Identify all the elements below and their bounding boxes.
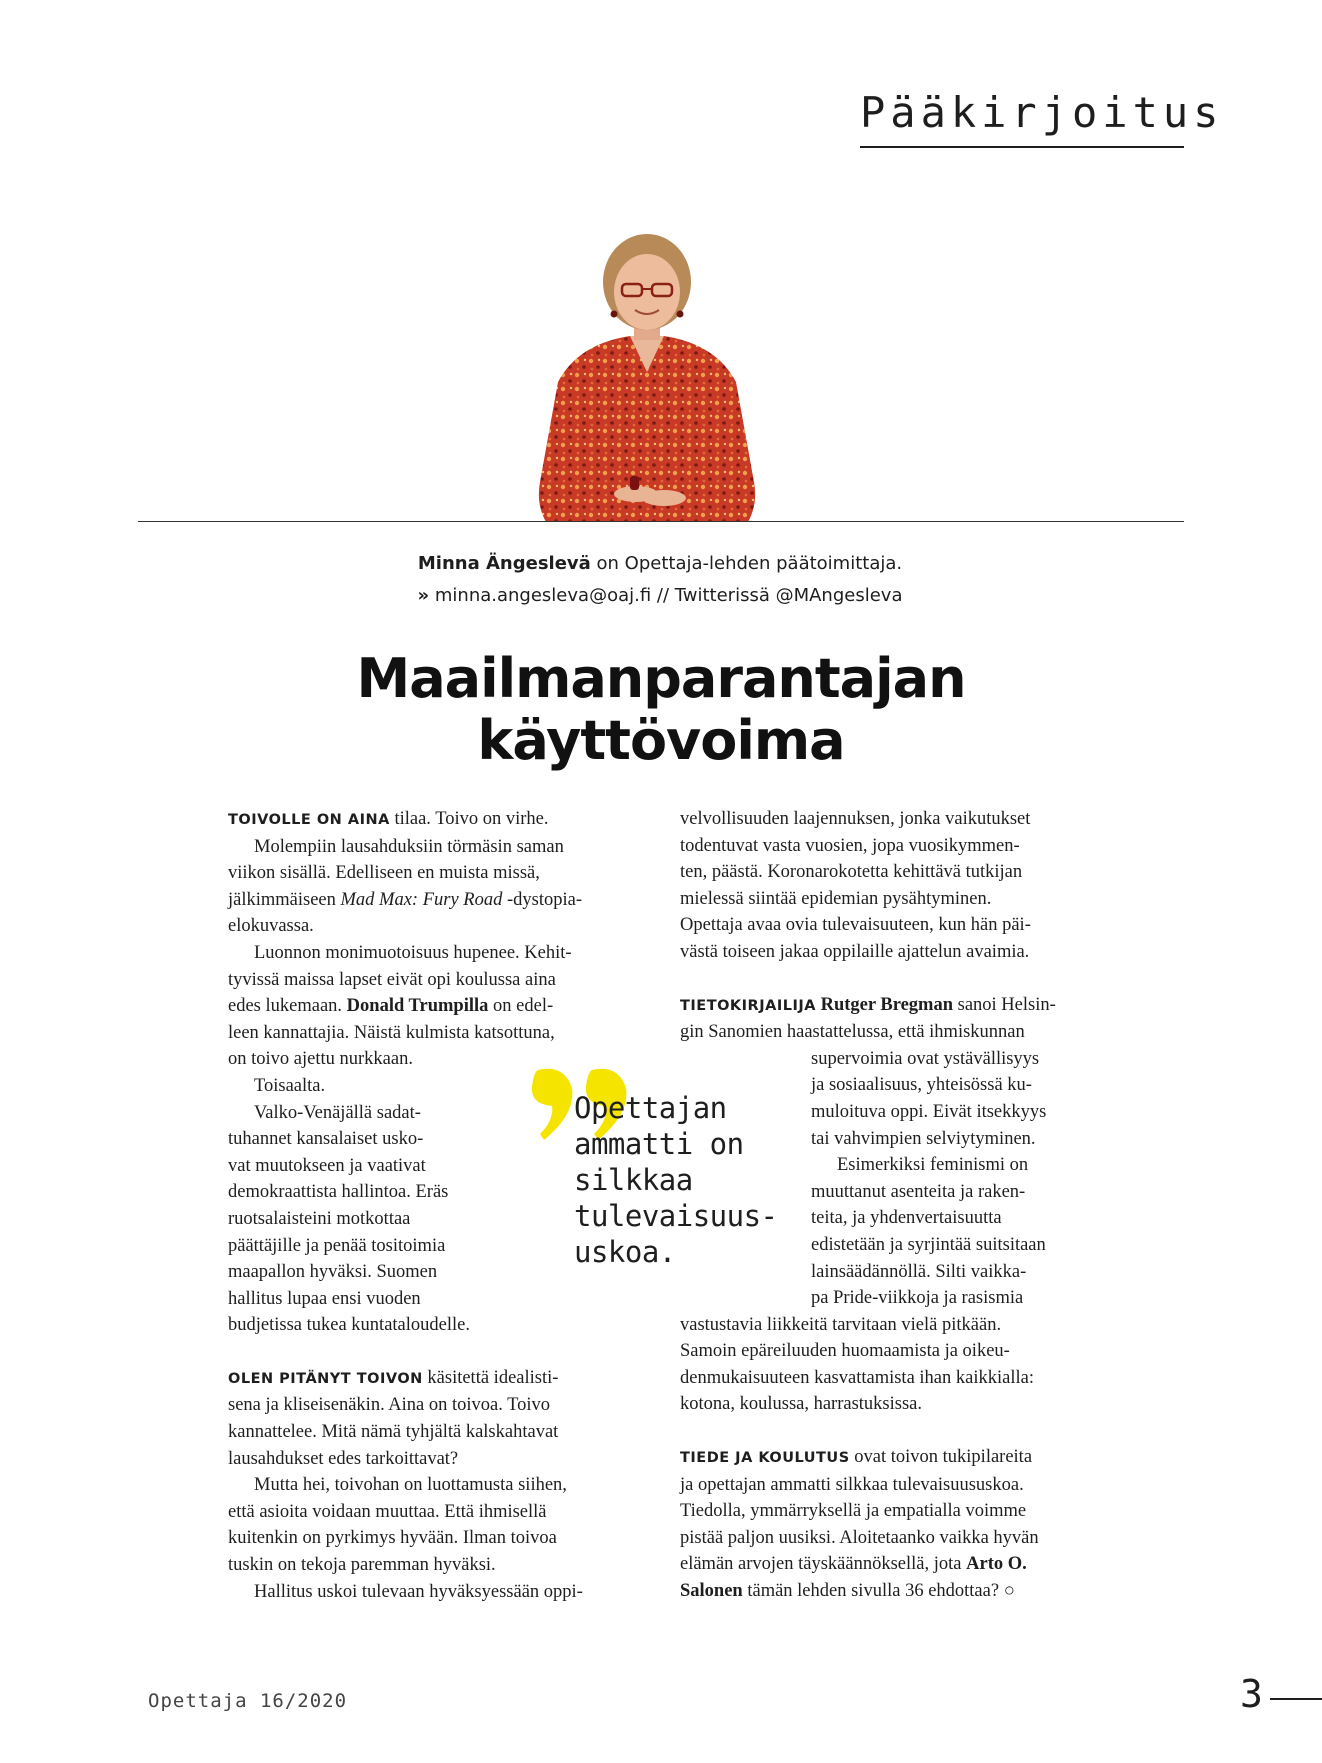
section-underline [860, 146, 1184, 148]
text-line: ruotsalaisteini motkottaa [228, 1208, 411, 1229]
text-line: maapallon hyväksi. Suomen [228, 1262, 438, 1283]
paragraph-lead: TIETOKIRJAILIJA [680, 997, 816, 1014]
text-line: Esimerkiksi feminismi on [837, 1155, 1029, 1176]
headline [200, 648, 1122, 772]
text-line: on toivo ajettu nurkkaan. [228, 1049, 413, 1070]
person-name: Arto O. [966, 1554, 1027, 1575]
text-line: sena ja kliseisenäkin. Aina on toivoa. Toivo [228, 1395, 551, 1416]
text-line: denmukaisuuteen kasvattamista ihan kaikkialla: [680, 1367, 1034, 1388]
text-line: Luonnon monimuotoisuus hupenee. Kehit- [254, 942, 572, 963]
text: edes lukemaan. [228, 996, 347, 1017]
paragraph [228, 1472, 638, 1578]
text-line: elokuvassa. [228, 916, 314, 937]
person-name: Donald Trumpilla [346, 996, 489, 1017]
paragraph [228, 834, 638, 940]
text-line: vat muutokseen ja vaativat [228, 1155, 426, 1176]
text-line: Hallitus uskoi tulevaan hyväksyessään oppi- [254, 1581, 583, 1602]
text-line: edistetään ja syrjintää suitsitaan [811, 1234, 1046, 1255]
text-line: muuttanut asenteita ja raken- [811, 1181, 1026, 1202]
paragraph [228, 940, 638, 1073]
issue-label: Opettaja 16/2020 [148, 1690, 348, 1712]
text-line: velvollisuuden laajennuksen, jonka vaikutukset [680, 809, 1031, 829]
paragraph-lead: TOIVOLLE ON AINA [228, 812, 390, 828]
pull-quote-line: uskoa. [574, 1235, 676, 1269]
pull-quote-line: ammatti on [574, 1127, 744, 1161]
text-line: tyvissä maissa lapset eivät opi koulussa aina [228, 969, 556, 990]
section-label: Pääkirjoitus [860, 88, 1224, 137]
text: tilaa. Toivo on virhe. [389, 809, 549, 829]
pull-quote-line: Opettajan [574, 1091, 727, 1125]
text: -dystopia- [502, 889, 582, 910]
text-line: päättäjille ja penää tositoimia [228, 1235, 446, 1256]
byline [380, 548, 940, 612]
author-contact[interactable]: minna.angesleva@oaj.fi // Twitterissä @MAngesleva [434, 585, 903, 606]
text-line: kannattelee. Mitä nämä tyhjältä kalskahtavat [228, 1422, 559, 1443]
text-line: tuhannet kansalaiset usko- [228, 1129, 424, 1150]
pull-quote [574, 1090, 814, 1270]
paragraph-lead: TIEDE JA KOULUTUS [680, 1450, 850, 1467]
page-number: 3 [1240, 1672, 1263, 1716]
author-name: Minna Ängeslevä [417, 553, 591, 574]
end-mark-icon: ○ [1003, 1581, 1015, 1602]
text-line: Valko-Venäjällä sadat- [254, 1102, 421, 1123]
headline-line-2: käyttövoima [477, 709, 845, 772]
portrait-divider [138, 521, 1184, 522]
pull-quote-line: silkkaa [574, 1163, 693, 1197]
person-name: Salonen [680, 1581, 743, 1602]
text-line: ten, päästä. Koronarokotetta kehittävä tutkijan [680, 862, 1023, 883]
text-line: gin Sanomien haastattelussa, että ihmiskunnan [680, 1022, 1025, 1043]
text-line: ja sosiaalisuus, yhteisössä ku- [811, 1075, 1032, 1096]
text-line: leen kannattajia. Näistä kulmista katsottuna, [228, 1022, 555, 1043]
text-line: kotona, koulussa, harrastuksissa. [680, 1394, 923, 1415]
text-line: tuskin on tekoja paremman hyväksi. [228, 1555, 496, 1576]
text: on edel- [488, 996, 554, 1017]
text-line: Mutta hei, toivohan on luottamusta siihen, [254, 1475, 567, 1496]
text-line: ja opettajan ammatti silkkaa tulevaisuususkoa. [680, 1474, 1024, 1495]
text-line: budjetissa tukea kuntataloudelle. [228, 1315, 470, 1336]
text: käsitettä idealisti- [422, 1367, 559, 1388]
text-line: vastustavia liikkeitä tarvitaan vielä pitkään. [680, 1314, 1002, 1335]
page-number-rule [1270, 1698, 1322, 1700]
text-line: lausahdukset edes tarkoittavat? [228, 1448, 459, 1469]
person-name: Rutger Bregman [820, 994, 953, 1015]
pull-quote-line: tulevaisuus- [574, 1199, 778, 1233]
text-line: mielessä siintää epidemian pysähtyminen. [680, 888, 992, 909]
text-line: lainsäädännöllä. Silti vaikka- [811, 1261, 1027, 1282]
text-line: kuitenkin on pyrkimys hyvään. Ilman toivoa [228, 1528, 557, 1549]
text-line: viikon sisällä. Edelliseen en muista missä, [228, 863, 540, 884]
text-line: demokraattista hallintoa. Eräs [228, 1182, 449, 1203]
paragraph [228, 806, 638, 834]
paragraph [228, 1365, 638, 1472]
text-line: Opettaja avaa ovia tulevaisuuteen, kun hän päi- [680, 915, 1031, 936]
text-line: teita, ja yhdenvertaisuutta [811, 1208, 1002, 1229]
author-role: on Opettaja-lehden päätoimittaja. [596, 553, 903, 574]
text-line: Samoin epäreiluuden huomaamista ja oikeu- [680, 1341, 1010, 1362]
paragraph [228, 1579, 638, 1606]
text-line: todentuvat vasta vuosien, jopa vuosikymmen- [680, 835, 1020, 856]
text: elämän arvojen täyskäännöksellä, jota [680, 1554, 967, 1575]
text-line: että asioita voidaan muuttaa. Että ihmisellä [228, 1501, 547, 1522]
text-line: tai vahvimpien selviytyminen. [811, 1128, 1036, 1149]
text-line: hallitus lupaa ensi vuoden [228, 1288, 421, 1309]
paragraph [680, 806, 1100, 966]
text-line: muloituva oppi. Eivät itsekkyys [811, 1101, 1047, 1122]
text: ovat toivon tukipilareita [849, 1447, 1033, 1468]
text: tämän lehden sivulla 36 ehdottaa? [742, 1581, 1000, 1602]
text-line: Molempiin lausahduksiin törmäsin saman [254, 836, 564, 857]
text: sanoi Helsin- [953, 994, 1056, 1015]
contact-marker: » [417, 585, 430, 606]
author-portrait [518, 232, 776, 522]
headline-line-1: Maailmanparantajan [356, 647, 966, 710]
text-line: Toisaalta. [254, 1075, 326, 1096]
text-line: västä toiseen jakaa oppilaille ajattelun avaimia. [680, 941, 1030, 962]
text-line: Tiedolla, ymmärryksellä ja empatialla voimme [680, 1501, 1027, 1522]
text-line: pistää paljon uusiksi. Aloitetaanko vaikka hyvän [680, 1527, 1039, 1548]
text-line: supervoimia ovat ystävällisyys [811, 1048, 1040, 1069]
paragraph-lead: OLEN PITÄNYT TOIVON [228, 1370, 423, 1387]
text: jälkimmäiseen [228, 889, 341, 910]
film-title: Mad Max: Fury Road [340, 889, 503, 910]
paragraph [680, 1444, 1100, 1605]
text-line: pa Pride-viikkoja ja rasismia [811, 1288, 1024, 1309]
